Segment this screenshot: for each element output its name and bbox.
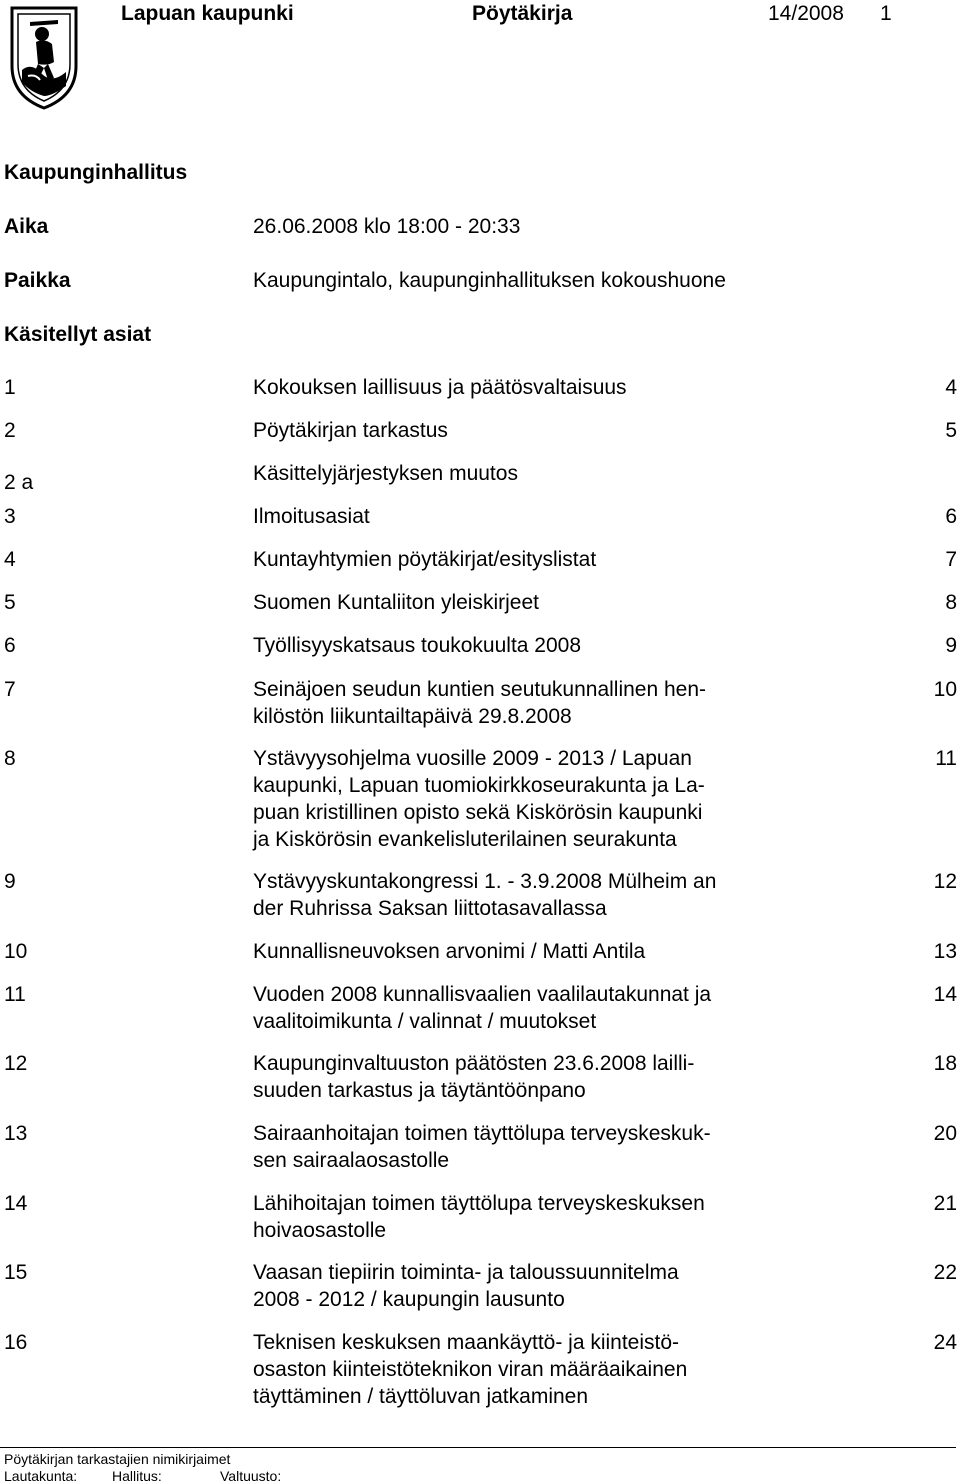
agenda-item-page: 6 (945, 505, 957, 528)
agenda-item-page: 8 (945, 591, 957, 614)
agenda-item-title: Kuntayhtymien pöytäkirjat/esityslistat (253, 548, 597, 571)
agenda-item-title: Kokouksen laillisuus ja päätösvaltaisuus (253, 376, 627, 399)
municipality-name: Lapuan kaupunki (121, 2, 294, 25)
agenda-item-page: 14 (933, 983, 957, 1006)
agenda-item-number: 4 (4, 548, 16, 571)
agenda-item-number: 7 (4, 678, 16, 701)
agenda-item-number: 12 (4, 1052, 28, 1075)
government-label: Hallitus: (112, 1468, 162, 1484)
agenda-item-number: 9 (4, 870, 16, 893)
agenda-item-page: 10 (933, 678, 957, 701)
agenda-item-number: 2 (4, 419, 16, 442)
council-label: Valtuusto: (220, 1468, 282, 1484)
agenda-item-page: 21 (933, 1192, 957, 1215)
agenda-item-title: 2008 - 2012 / kaupungin lausunto (253, 1288, 565, 1311)
governing-body-title: Kaupunginhallitus (4, 161, 188, 184)
agenda-item-page: 7 (945, 548, 957, 571)
agenda-item-title: Suomen Kuntaliiton yleiskirjeet (253, 591, 539, 614)
agenda-item-number: 15 (4, 1261, 28, 1284)
agenda-item-title: Teknisen keskuksen maankäyttö- ja kiinteistö- (253, 1331, 680, 1354)
agenda-item-title: Pöytäkirjan tarkastus (253, 419, 448, 442)
agenda-item-title: Ilmoitusasiat (253, 505, 370, 528)
page-number: 1 (880, 2, 892, 25)
agenda-item-number: 2 a (4, 471, 34, 494)
agenda-item-page: 4 (945, 376, 957, 399)
agenda-item-page: 12 (933, 870, 957, 893)
board-label: Lautakunta: (4, 1468, 78, 1484)
document-number: 14/2008 (768, 2, 844, 25)
time-label: Aika (4, 215, 49, 238)
agenda-item-title: ja Kiskörösin evankelisluterilainen seurakunta (253, 828, 677, 851)
agenda-item-title: suuden tarkastus ja täytäntöönpano (253, 1079, 586, 1102)
agenda-item-page: 20 (933, 1122, 957, 1145)
agenda-item-title: Lähihoitajan toimen täyttölupa terveyskeskuksen (253, 1192, 705, 1215)
footer-divider (0, 1447, 956, 1448)
document-type: Pöytäkirja (472, 2, 573, 25)
agenda-item-title: kaupunki, Lapuan tuomiokirkkoseurakunta ja La- (253, 774, 705, 797)
agenda-item-title: Ystävyyskuntakongressi 1. - 3.9.2008 Mülheim an (253, 870, 717, 893)
agenda-item-title: sen sairaalaosastolle (253, 1149, 450, 1172)
coat-of-arms-logo (8, 4, 80, 112)
agenda-item-title: Seinäjoen seudun kuntien seutukunnallinen hen- (253, 678, 707, 701)
agenda-item-number: 14 (4, 1192, 28, 1215)
agenda-item-title: täyttäminen / täyttöluvan jatkaminen (253, 1385, 589, 1408)
agenda-item-number: 11 (4, 983, 26, 1006)
agenda-item-title: Ystävyysohjelma vuosille 2009 - 2013 / Lapuan (253, 747, 692, 770)
agenda-item-title: Vaasan tiepiirin toiminta- ja taloussuunnitelma (253, 1261, 679, 1284)
place-value: Kaupungintalo, kaupunginhallituksen kokoushuone (253, 269, 726, 292)
agenda-item-number: 6 (4, 634, 16, 657)
agenda-item-number: 3 (4, 505, 16, 528)
agenda-item-title: Kunnallisneuvoksen arvonimi / Matti Antila (253, 940, 646, 963)
agenda-item-number: 5 (4, 591, 16, 614)
agenda-item-page: 9 (945, 634, 957, 657)
agenda-heading: Käsitellyt asiat (4, 323, 152, 346)
agenda-item-page: 11 (935, 747, 957, 770)
agenda-item-number: 10 (4, 940, 28, 963)
agenda-item-title: der Ruhrissa Saksan liittotasavallassa (253, 897, 607, 920)
agenda-item-number: 8 (4, 747, 16, 770)
agenda-item-number: 16 (4, 1331, 28, 1354)
agenda-item-title: Käsittelyjärjestyksen muutos (253, 462, 518, 485)
coat-of-arms-icon (8, 4, 80, 112)
agenda-item-title: Vuoden 2008 kunnallisvaalien vaalilautakunnat ja (253, 983, 712, 1006)
agenda-item-title: puan kristillinen opisto sekä Kiskörösin kaupunki (253, 801, 703, 824)
place-label: Paikka (4, 269, 71, 292)
signatures-title: Pöytäkirjan tarkastajien nimikirjaimet (4, 1451, 231, 1467)
agenda-item-title: Sairaanhoitajan toimen täyttölupa terveyskeskuk- (253, 1122, 711, 1145)
time-value: 26.06.2008 klo 18:00 - 20:33 (253, 215, 521, 238)
agenda-item-page: 22 (933, 1261, 957, 1284)
agenda-item-title: hoivaosastolle (253, 1219, 387, 1242)
agenda-item-title: vaalitoimikunta / valinnat / muutokset (253, 1010, 597, 1033)
agenda-item-title: Työllisyyskatsaus toukokuulta 2008 (253, 634, 582, 657)
agenda-item-number: 1 (4, 376, 16, 399)
agenda-item-page: 5 (945, 419, 957, 442)
agenda-item-page: 24 (933, 1331, 957, 1354)
agenda-item-title: kilöstön liikuntailtapäivä 29.8.2008 (253, 705, 572, 728)
agenda-item-page: 13 (933, 940, 957, 963)
agenda-item-title: osaston kiinteistöteknikon viran määräaikainen (253, 1358, 688, 1381)
agenda-item-title: Kaupunginvaltuuston päätösten 23.6.2008 lailli- (253, 1052, 695, 1075)
agenda-item-page: 18 (933, 1052, 957, 1075)
agenda-item-number: 13 (4, 1122, 28, 1145)
